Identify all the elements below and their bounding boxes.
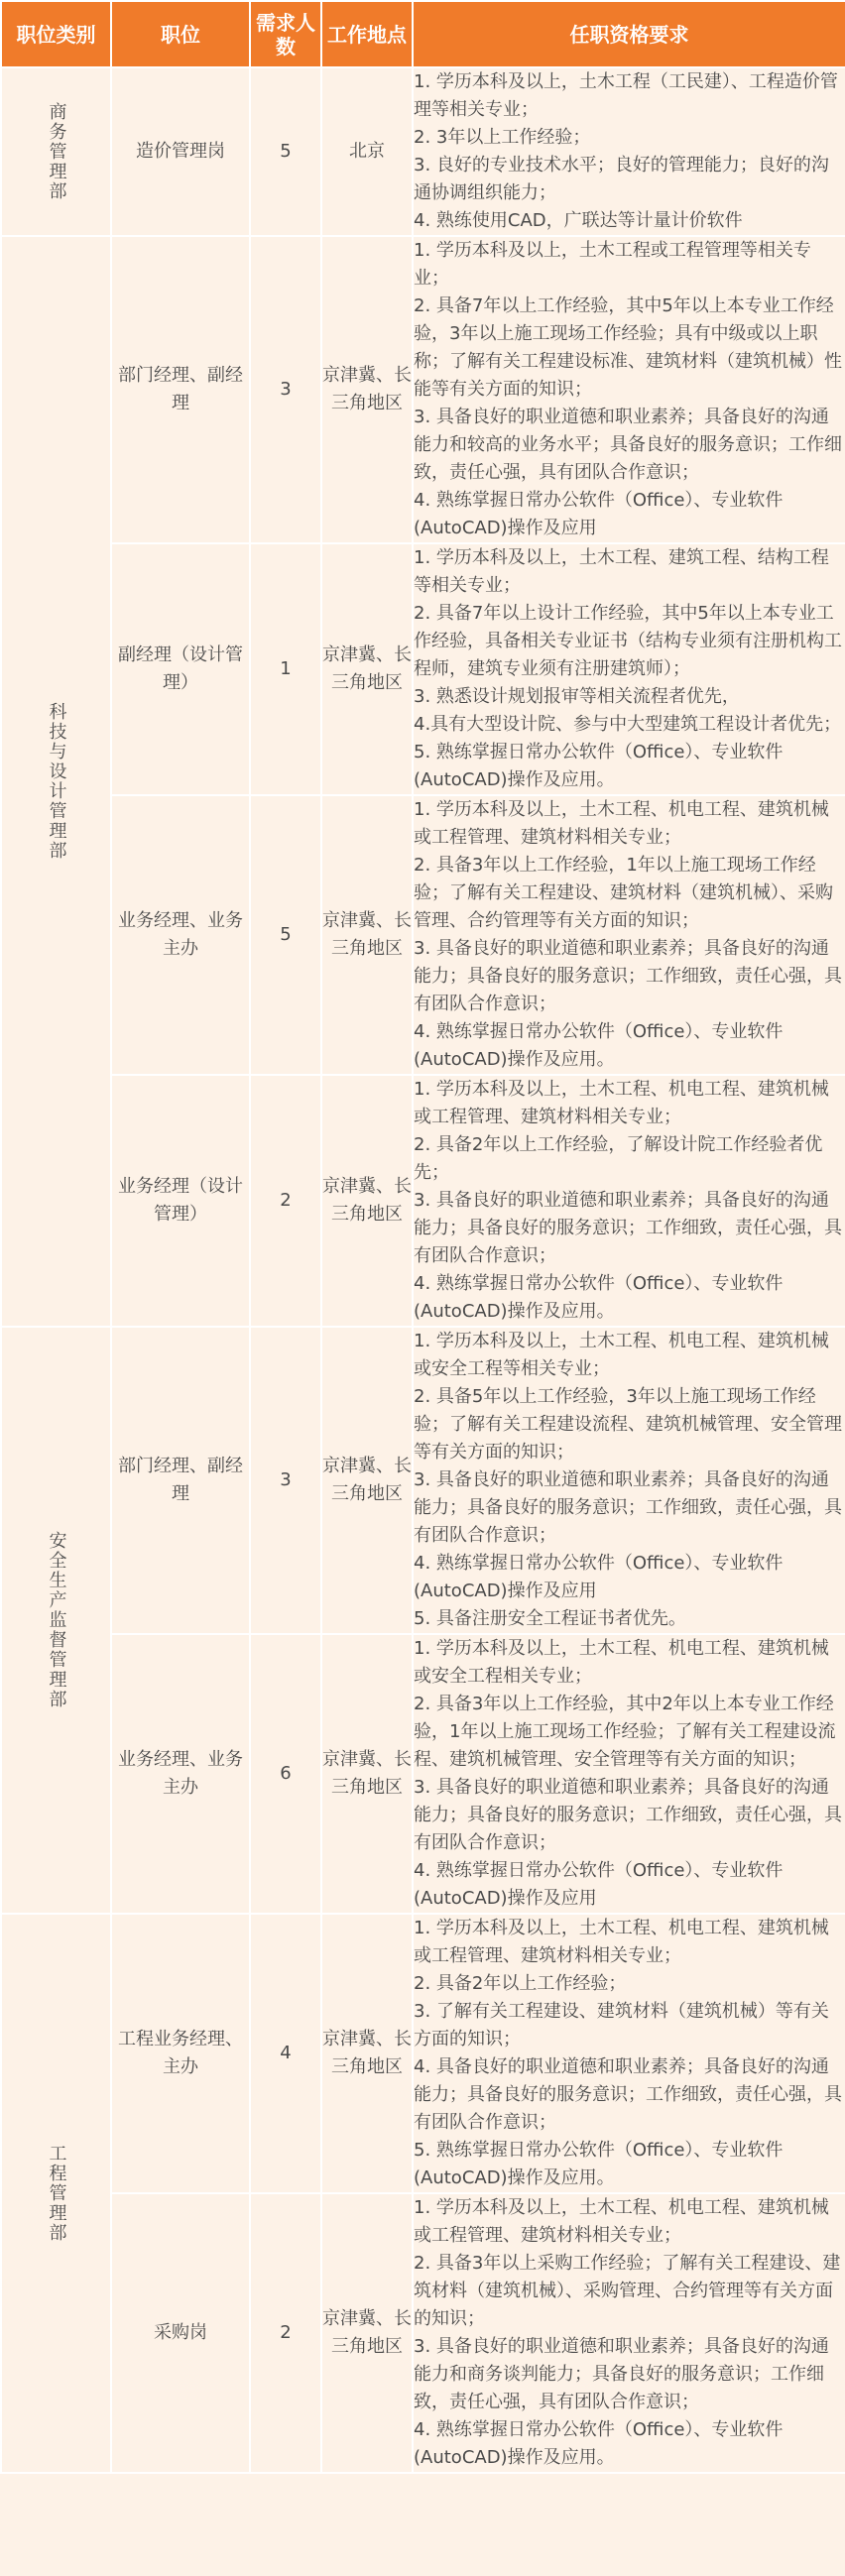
position-cell: 造价管理岗 — [111, 67, 250, 236]
position-cell: 副经理（设计管理） — [111, 543, 250, 795]
requirement-line: 3. 具备良好的职业道德和职业素养；具备良好的沟通能力和商务谈判能力；具备良好的服务意识；工作细致，责任心强，具有团队合作意识； — [414, 2336, 829, 2412]
requirement-line: 2. 具备2年以上工作经验； — [414, 1973, 627, 1994]
requirement-line: 3. 具备良好的职业道德和职业素养；具备良好的沟通能力；具备良好的服务意识；工作细致，责任心强，具有团队合作意识； — [414, 938, 842, 1014]
requirements-cell — [413, 1634, 845, 1914]
position-cell: 业务经理（设计管理） — [111, 1075, 250, 1327]
requirement-line: 1. 学历本科及以上，土木工程（工民建）、工程造价管理等相关专业； — [414, 71, 838, 120]
requirement-line: 1. 学历本科及以上，土木工程、机电工程、建筑机械或工程管理、建筑材料相关专业； — [414, 1918, 829, 1966]
count-cell: 1 — [250, 543, 321, 795]
requirement-line: 4. 具备良好的职业道德和职业素养；具备良好的沟通能力；具备良好的服务意识；工作细致，责任心强，具有团队合作意识； — [414, 2056, 842, 2133]
requirement-line: 1. 学历本科及以上，土木工程、机电工程、建筑机械或工程管理、建筑材料相关专业； — [414, 799, 829, 848]
table-row — [1, 1634, 845, 1914]
requirement-line: 1. 学历本科及以上，土木工程、机电工程、建筑机械或安全工程相关专业； — [414, 1638, 829, 1687]
requirement-line: 4. 熟练掌握日常办公软件（Office）、专业软件(AutoCAD)操作及应用。 — [414, 1021, 784, 1070]
requirement-line: 2. 具备2年以上工作经验，了解设计院工作经验者优先； — [414, 1134, 823, 1183]
requirement-line: 1. 学历本科及以上，土木工程或工程管理等相关专业； — [414, 240, 811, 289]
table-row — [1, 236, 845, 543]
requirements-cell — [413, 67, 845, 236]
requirement-line: 1. 学历本科及以上，土木工程、机电工程、建筑机械或工程管理、建筑材料相关专业； — [414, 1079, 829, 1127]
requirement-line: 2. 具备3年以上工作经验，1年以上施工现场工作经验；了解有关工程建设、建筑材料（建筑机械）、采购管理、合约管理等有关方面的知识； — [414, 855, 833, 931]
count-cell: 2 — [250, 2193, 321, 2473]
table-row — [1, 1914, 845, 2193]
location-cell: 京津冀、长三角地区 — [321, 1914, 413, 2193]
header-count: 需求人数 — [250, 1, 321, 67]
table-row — [1, 795, 845, 1075]
location-cell: 京津冀、长三角地区 — [321, 2193, 413, 2473]
requirement-line: 2. 3年以上工作经验； — [414, 127, 591, 148]
table-row — [1, 67, 845, 236]
count-cell: 4 — [250, 1914, 321, 2193]
requirement-line: 5. 具备注册安全工程证书者优先。 — [414, 1608, 686, 1629]
requirement-line: 3. 良好的专业技术水平；良好的管理能力；良好的沟通协调组织能力； — [414, 155, 829, 203]
requirements-cell — [413, 2193, 845, 2473]
requirement-line: 4. 熟练使用CAD，广联达等计量计价软件 — [414, 210, 743, 231]
count-cell: 5 — [250, 67, 321, 236]
location-cell: 京津冀、长三角地区 — [321, 543, 413, 795]
header-category: 职位类别 — [1, 1, 111, 67]
requirement-line: 3. 具备良好的职业道德和职业素养；具备良好的沟通能力；具备良好的服务意识；工作细致，责任心强，具有团队合作意识； — [414, 1190, 842, 1266]
requirements-cell — [413, 1327, 845, 1634]
requirement-line: 2. 具备7年以上设计工作经验，其中5年以上本专业工作经验，具备相关专业证书（结构专业须有注册机构工程师，建筑专业须有注册建筑师）； — [414, 603, 842, 679]
count-cell: 3 — [250, 1327, 321, 1634]
requirements-cell — [413, 236, 845, 543]
requirement-line: 1. 学历本科及以上，土木工程、建筑工程、结构工程等相关专业； — [414, 547, 829, 596]
position-cell: 采购岗 — [111, 2193, 250, 2473]
requirement-line: 2. 具备3年以上工作经验，其中2年以上本专业工作经验，1年以上施工现场工作经验；了解有关工程建设流程、建筑机械管理、安全管理等有关方面的知识； — [414, 1694, 836, 1770]
requirement-line: 1. 学历本科及以上，土木工程、机电工程、建筑机械或安全工程等相关专业； — [414, 1331, 829, 1379]
requirement-line: 3. 了解有关工程建设、建筑材料（建筑机械）等有关方面的知识； — [414, 2001, 829, 2049]
count-cell: 5 — [250, 795, 321, 1075]
requirements-cell — [413, 543, 845, 795]
requirement-line: 4. 熟练掌握日常办公软件（Office）、专业软件(AutoCAD)操作及应用。 — [414, 2419, 784, 2468]
requirements-cell — [413, 1075, 845, 1327]
location-cell: 京津冀、长三角地区 — [321, 795, 413, 1075]
requirement-line: 3. 具备良好的职业道德和职业素养；具备良好的沟通能力和较高的业务水平；具备良好的服务意识；工作细致，责任心强，具有团队合作意识； — [414, 407, 842, 483]
count-cell: 3 — [250, 236, 321, 543]
location-cell: 京津冀、长三角地区 — [321, 1327, 413, 1634]
header-position: 职位 — [111, 1, 250, 67]
position-cell: 业务经理、业务主办 — [111, 1634, 250, 1914]
requirement-line: 4. 熟练掌握日常办公软件（Office）、专业软件(AutoCAD)操作及应用 — [414, 1860, 784, 1909]
table-row — [1, 1075, 845, 1327]
location-cell: 京津冀、长三角地区 — [321, 1634, 413, 1914]
requirement-line: 4. 熟练掌握日常办公软件（Office）、专业软件(AutoCAD)操作及应用 — [414, 490, 784, 538]
category-cell: 商务管理部 — [1, 67, 111, 236]
header-location: 工作地点 — [321, 1, 413, 67]
category-cell: 科技与设计管理部 — [1, 236, 111, 1327]
table-body — [1, 67, 845, 2473]
requirement-line: 5. 熟练掌握日常办公软件（Office）、专业软件(AutoCAD)操作及应用。 — [414, 2140, 784, 2188]
location-cell: 北京 — [321, 67, 413, 236]
requirement-line: 2. 具备5年以上工作经验，3年以上施工现场工作经验；了解有关工程建设流程、建筑机械管理、安全管理等有关方面的知识； — [414, 1386, 842, 1463]
position-cell: 工程业务经理、主办 — [111, 1914, 250, 2193]
requirement-line: 1. 学历本科及以上，土木工程、机电工程、建筑机械或工程管理、建筑材料相关专业； — [414, 2197, 829, 2246]
requirement-line: 2. 具备7年以上工作经验，其中5年以上本专业工作经验，3年以上施工现场工作经验；具有中级或以上职称；了解有关工程建设标准、建筑材料（建筑机械）性能等有关方面的知识； — [414, 295, 842, 400]
header-requirements: 任职资格要求 — [413, 1, 845, 67]
table-row — [1, 2193, 845, 2473]
location-cell: 京津冀、长三角地区 — [321, 1075, 413, 1327]
position-cell: 业务经理、业务主办 — [111, 795, 250, 1075]
location-cell: 京津冀、长三角地区 — [321, 236, 413, 543]
requirement-line: 3. 熟悉设计规划报审等相关流程者优先， — [414, 686, 740, 707]
requirement-line: 4. 熟练掌握日常办公软件（Office）、专业软件(AutoCAD)操作及应用。 — [414, 1273, 784, 1322]
requirement-line: 3. 具备良好的职业道德和职业素养；具备良好的沟通能力；具备良好的服务意识；工作细致，责任心强，具有团队合作意识； — [414, 1777, 842, 1853]
table-row — [1, 543, 845, 795]
header-row — [1, 1, 845, 67]
position-cell: 部门经理、副经理 — [111, 1327, 250, 1634]
count-cell: 6 — [250, 1634, 321, 1914]
requirements-cell — [413, 795, 845, 1075]
requirement-line: 2. 具备3年以上采购工作经验；了解有关工程建设、建筑材料（建筑机械）、采购管理、合约管理等有关方面的知识； — [414, 2253, 841, 2329]
category-cell: 工程管理部 — [1, 1914, 111, 2473]
position-cell: 部门经理、副经理 — [111, 236, 250, 543]
table-row — [1, 1327, 845, 1634]
requirement-line: 3. 具备良好的职业道德和职业素养；具备良好的沟通能力；具备良好的服务意识；工作细致，责任心强，具有团队合作意识； — [414, 1469, 842, 1546]
count-cell: 2 — [250, 1075, 321, 1327]
category-cell: 安全生产监督管理部 — [1, 1327, 111, 1914]
requirement-line: 5. 熟练掌握日常办公软件（Office）、专业软件(AutoCAD)操作及应用。 — [414, 742, 784, 790]
requirements-cell — [413, 1914, 845, 2193]
requirement-line: 4.具有大型设计院、参与中大型建筑工程设计者优先； — [414, 714, 842, 735]
requirement-line: 4. 熟练掌握日常办公软件（Office）、专业软件(AutoCAD)操作及应用 — [414, 1553, 784, 1601]
